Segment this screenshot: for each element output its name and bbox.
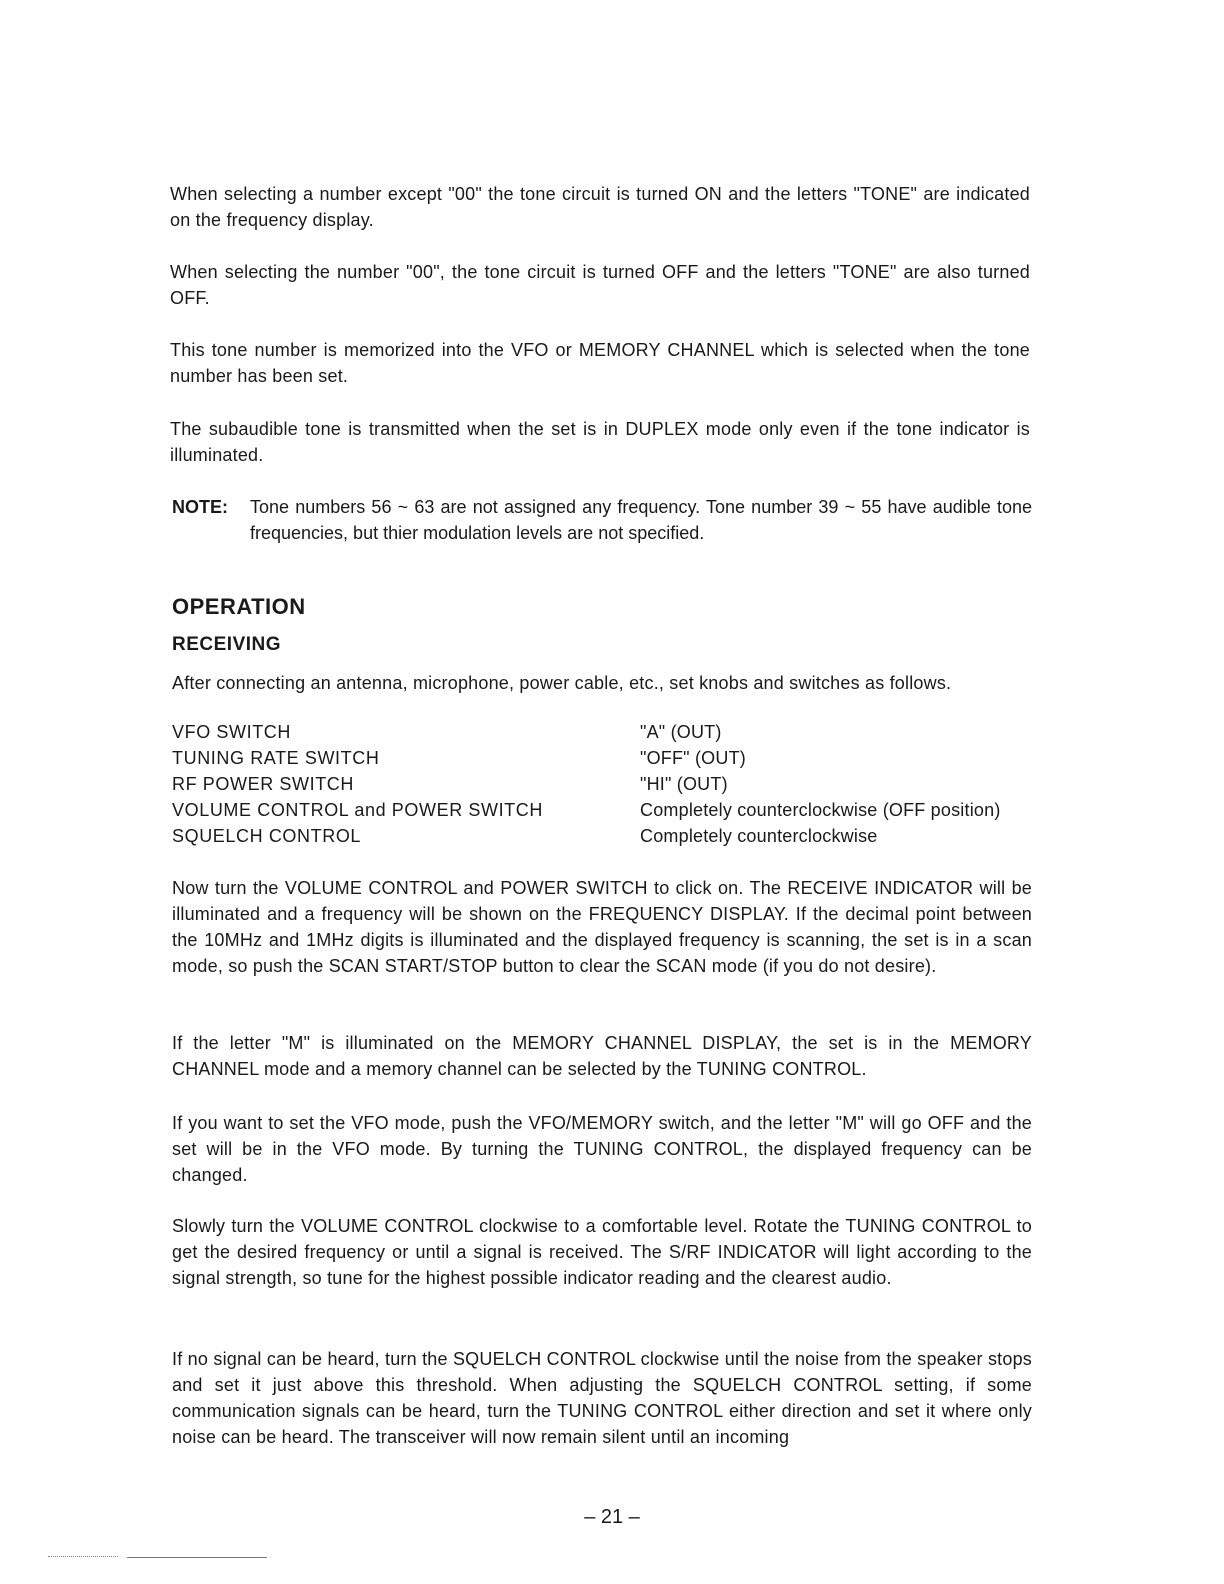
settings-row: [172, 745, 1042, 771]
note-label: NOTE:: [172, 497, 228, 517]
intro-paragraph: After connecting an antenna, microphone, power cable, etc., set knobs and switches as follows.: [172, 673, 952, 693]
settings-row: [172, 797, 1042, 823]
note-text: Tone numbers 56 ~ 63 are not assigned any frequency. Tone number 39 ~ 55 have audible tone frequencies, but thier modulation levels are not specified.: [250, 497, 1032, 543]
paragraph-tone-memorized: This tone number is memorized into the VFO or MEMORY CHANNEL which is selected when the tone number has been set.: [170, 340, 1030, 386]
scan-artifact-dots: [48, 1556, 118, 1558]
setting-value: "A" (OUT): [640, 722, 722, 742]
setting-value: Completely counterclockwise (OFF position): [640, 800, 1001, 820]
scan-artifact-line: [127, 1557, 267, 1558]
setting-name: SQUELCH CONTROL: [172, 826, 362, 846]
paragraph-tone-on: When selecting a number except "00" the tone circuit is turned ON and the letters "TONE" are indicated on the frequency display.: [170, 184, 1030, 230]
paragraph-volume: Slowly turn the VOLUME CONTROL clockwise to a comfortable level. Rotate the TUNING CONTROL to get the desired frequency or until a signal is received. The S/RF INDICATOR will light according to the signal strength, so tune for the highest possible indicator reading and the clearest audio.: [172, 1216, 1032, 1288]
setting-name: VFO SWITCH: [172, 722, 291, 742]
section-heading: OPERATION: [172, 594, 306, 619]
paragraph-power-on: Now turn the VOLUME CONTROL and POWER SWITCH to click on. The RECEIVE INDICATOR will be illuminated and a frequency will be shown on the FREQUENCY DISPLAY. If the decimal point between the 10MHz and 1MHz digits is illuminated and the displayed frequency is scanning, the set is in a scan mode, so push the SCAN START/STOP button to clear the SCAN mode (if you do not desire).: [172, 878, 1032, 976]
setting-value: "OFF" (OUT): [640, 748, 746, 768]
settings-row: [172, 719, 1042, 745]
setting-value: "HI" (OUT): [640, 774, 728, 794]
note-block: [172, 494, 1032, 546]
settings-list: [172, 719, 1042, 849]
setting-name: RF POWER SWITCH: [172, 774, 354, 794]
settings-row: [172, 771, 1042, 797]
paragraph-memory-channel: If the letter "M" is illuminated on the MEMORY CHANNEL DISPLAY, the set is in the MEMORY CHANNEL mode and a memory channel can be selected by the TUNING CONTROL.: [172, 1033, 1032, 1079]
setting-name: TUNING RATE SWITCH: [172, 748, 380, 768]
paragraph-tone-off: When selecting the number "00", the tone circuit is turned OFF and the letters "TONE" are also turned OFF.: [170, 262, 1030, 308]
setting-name: VOLUME CONTROL and POWER SWITCH: [172, 800, 543, 820]
subsection-heading: RECEIVING: [172, 634, 282, 655]
paragraph-squelch: If no signal can be heard, turn the SQUELCH CONTROL clockwise until the noise from the speaker stops and set it just above this threshold. When adjusting the SQUELCH CONTROL setting, if some communication signals can be heard, turn the TUNING CONTROL either direction and set it where only noise can be heard. The transceiver will now remain silent until an incoming: [172, 1349, 1032, 1447]
settings-row: [172, 823, 1042, 849]
setting-value: Completely counterclockwise: [640, 826, 878, 846]
page-number: – 21 –: [584, 1506, 640, 1528]
paragraph-vfo-mode: If you want to set the VFO mode, push the VFO/MEMORY switch, and the letter "M" will go OFF and the set will be in the VFO mode. By turning the TUNING CONTROL, the displayed frequency can be changed.: [172, 1113, 1032, 1185]
paragraph-subaudible-tone: The subaudible tone is transmitted when the set is in DUPLEX mode only even if the tone indicator is illuminated.: [170, 419, 1030, 465]
